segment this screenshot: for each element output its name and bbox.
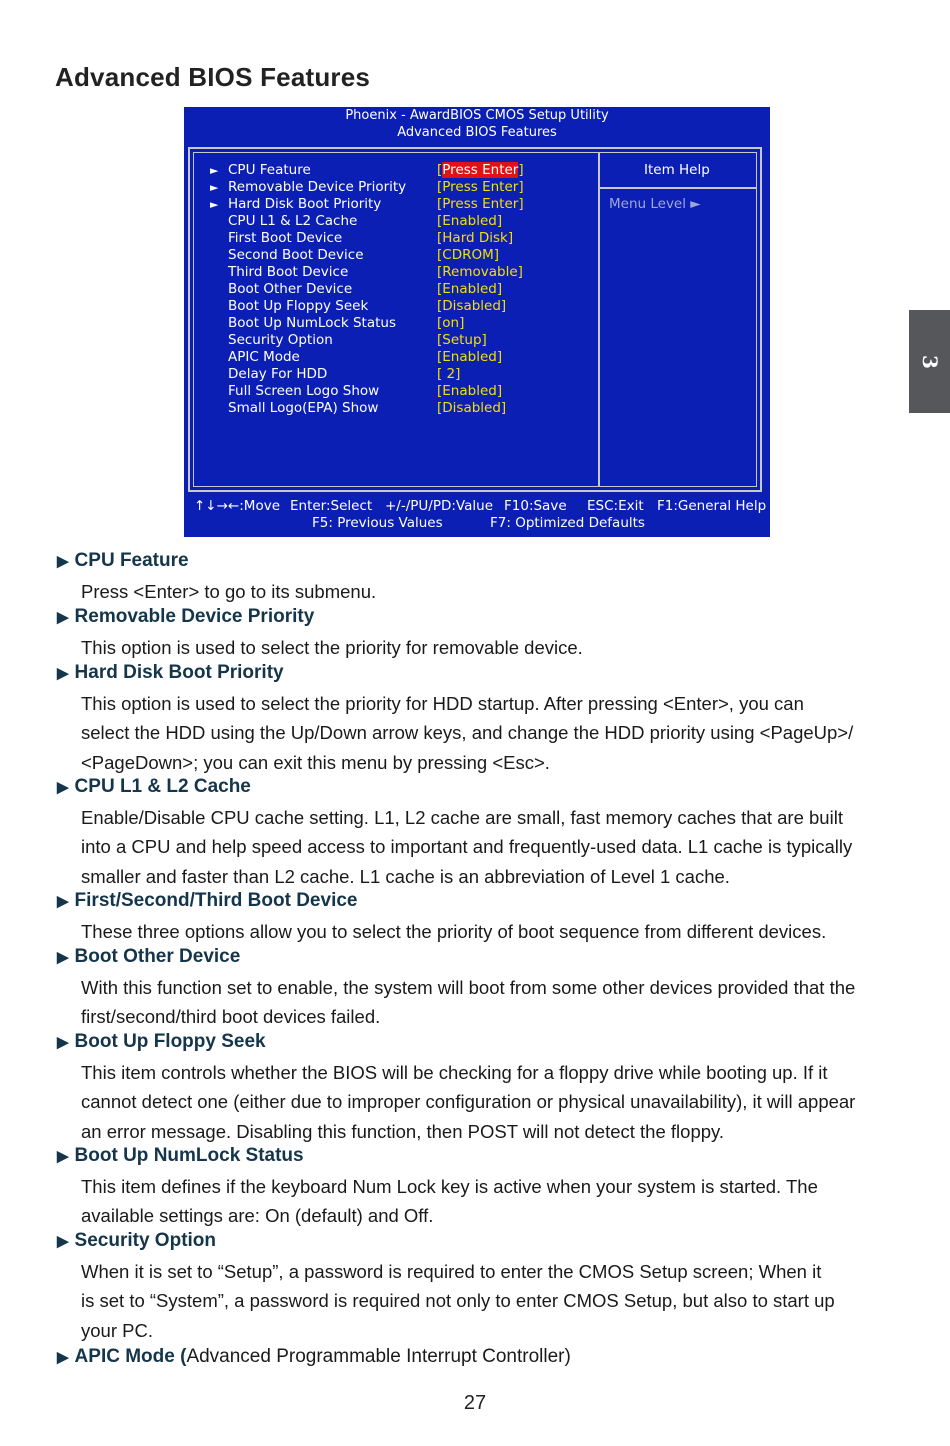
section-title: CPU L1 & L2 Cache [74,776,251,797]
bios-menu-item[interactable] [210,400,378,417]
bios-menu-item[interactable] [210,366,327,383]
section-body-line: This option is used to select the priority for HDD startup. After pressing <Enter>, you can [81,693,804,714]
bios-item-label: Boot Up Floppy Seek [228,298,369,314]
footer-key-hint: ↑↓→←:Move [194,498,280,514]
bios-item-value[interactable]: [Disabled] [437,298,507,314]
bios-item-value[interactable]: [Press Enter] [437,179,524,195]
menu-level-label: Menu Level ► [609,196,701,212]
bios-item-label: Small Logo(EPA) Show [228,400,379,416]
section-title: Boot Up Floppy Seek [74,1031,266,1052]
section-heading [57,662,284,684]
section-heading [57,776,251,798]
section-body-line: is set to “System”, a password is required not only to enter CMOS Setup, but also to start up [81,1290,835,1312]
footer-key-hint: F1:General Help [657,498,767,514]
bullet-triangle-icon: ▶ [57,665,69,682]
submenu-arrow-icon: ► [210,164,219,177]
footer-key-hint: +/-/PU/PD:Value [385,498,494,514]
bios-item-value[interactable]: [Enabled] [437,213,503,229]
section-body [81,577,901,606]
bios-menu-item[interactable] [210,196,381,213]
section-heading [57,1031,266,1053]
section-title: Removable Device Priority [74,606,315,627]
section-body-line: into a CPU and help speed access to important and frequently-used data. L1 cache is typically [81,836,853,858]
submenu-arrow-icon: ► [210,181,219,194]
bios-item-value[interactable]: [Enabled] [437,349,503,365]
bios-menu-item[interactable] [210,247,364,264]
section-body-line: <PageDown>; you can exit this menu by pressing <Esc>. [81,751,550,773]
bios-menu-item[interactable] [210,298,368,315]
section-heading [57,550,189,572]
bios-menu-item[interactable] [210,213,357,230]
section-body [81,917,901,946]
bios-menu-item[interactable] [210,230,342,247]
section-body-line: your PC. [81,1319,153,1341]
bios-item-label: Boot Other Device [228,281,353,297]
section-body [81,973,901,1032]
section-body [81,689,901,777]
bios-item-label: Third Boot Device [228,264,349,280]
item-help-title: Item Help [644,162,710,178]
footer-key-hint: Enter:Select [290,498,373,514]
bios-item-label: Security Option [228,332,333,348]
bullet-triangle-icon: ▶ [57,949,69,966]
section-body-line: This item defines if the keyboard Num Lock key is active when your system is started. The [81,1176,818,1197]
section-body-line: When it is set to “Setup”, a password is required to enter the CMOS Setup screen; When it [81,1261,822,1282]
bios-item-label: CPU L1 & L2 Cache [228,213,358,229]
bullet-triangle-icon: ▶ [57,609,69,626]
bullet-triangle-icon: ▶ [57,779,69,796]
bios-item-value[interactable]: [Press Enter] [437,196,524,212]
bullet-triangle-icon: ▶ [57,1233,69,1250]
section-title: Security Option [74,1230,217,1251]
bios-item-label: Removable Device Priority [228,179,407,195]
section-body-line: Press <Enter> to go to its submenu. [81,581,377,602]
bios-item-label: Boot Up NumLock Status [228,315,397,331]
bios-item-label: Hard Disk Boot Priority [228,196,382,212]
section-body-line: This option is used to select the priority for removable device. [81,637,583,658]
bios-inner-frame [193,152,757,487]
section-body [81,803,901,891]
bios-item-value[interactable]: [Setup] [437,332,487,348]
section-body [81,1172,901,1231]
section-heading [57,1230,216,1252]
page-number: 27 [463,1392,487,1414]
section-body [81,1058,901,1146]
section-body-line: smaller and faster than L2 cache. L1 cache is an abbreviation of Level 1 cache. [81,865,730,887]
bios-footer-row-1 [184,498,770,515]
bios-menu-title: Advanced BIOS Features [397,125,557,140]
chapter-number: 3 [917,354,942,369]
bios-header [184,107,770,141]
section-heading [57,946,240,968]
bios-menu-item[interactable] [210,315,396,332]
bullet-triangle-icon: ▶ [57,1034,69,1051]
bios-frame [188,147,762,492]
section-title: APIC Mode ( [74,1346,187,1367]
bios-item-label: Full Screen Logo Show [228,383,380,399]
section-title: First/Second/Third Boot Device [74,890,358,911]
section-heading [57,1145,304,1167]
section-title: CPU Feature [74,550,189,571]
bullet-triangle-icon: ▶ [57,1148,69,1165]
bios-divider [598,153,600,486]
bios-item-label: APIC Mode [228,349,300,365]
section-title: Boot Other Device [74,946,241,967]
bios-help-divider [600,187,756,189]
footer-key-hint: F10:Save [504,498,567,514]
chapter-tab [909,310,950,413]
section-body-line: first/second/third boot devices failed. [81,1006,381,1028]
page-title: Advanced BIOS Features [55,62,371,92]
bios-menu-item[interactable] [210,281,352,298]
bios-menu-item[interactable] [210,179,406,196]
bios-menu-item[interactable] [210,162,311,179]
section-heading [57,890,357,912]
bullet-triangle-icon: ▶ [57,893,69,910]
bios-menu-item[interactable] [210,383,379,400]
submenu-arrow-icon: ► [210,198,219,211]
section-body-line: cannot detect one (either due to improper configuration or physical unavailability), it will appear [81,1091,856,1113]
bios-item-value[interactable]: [Press Enter] [437,162,524,178]
section-body-line: an error message. Disabling this function, then POST will not detect the floppy. [81,1120,725,1142]
bios-footer-row-2 [184,515,770,532]
section-body-line: Enable/Disable CPU cache setting. L1, L2 cache are small, fast memory caches that are built [81,807,843,828]
bios-utility-title: Phoenix - AwardBIOS CMOS Setup Utility [345,108,609,123]
bios-screenshot [184,107,770,537]
bios-item-value[interactable]: [ 2] [437,366,461,382]
bios-item-label: Delay For HDD [228,366,328,382]
bios-item-value[interactable]: [Hard Disk] [437,230,514,246]
bios-item-value[interactable]: [on] [437,315,465,331]
bios-menu-item[interactable] [210,332,333,349]
bios-menu-item[interactable] [210,349,300,366]
bullet-triangle-icon: ▶ [57,1349,69,1366]
bios-item-value[interactable]: [CDROM] [437,247,500,263]
section-body-line: This item controls whether the BIOS will be checking for a floppy drive while booting up. If it [81,1062,828,1083]
bios-item-value[interactable]: [Enabled] [437,281,503,297]
section-title: Hard Disk Boot Priority [74,662,284,683]
bios-item-value[interactable]: [Enabled] [437,383,503,399]
section-title: Boot Up NumLock Status [74,1145,304,1166]
section-heading [57,1346,571,1368]
section-body-line: available settings are: On (default) and Off. [81,1205,434,1227]
bios-item-value[interactable]: [Disabled] [437,400,507,416]
section-title-expansion: Advanced Programmable Interrupt Controller) [186,1346,571,1367]
bios-item-label: CPU Feature [228,162,311,178]
footer-key-hint: ESC:Exit [587,498,644,514]
section-heading [57,606,314,628]
section-body-line: With this function set to enable, the system will boot from some other devices provided that the [81,977,856,998]
bios-footer [184,498,770,532]
footer-key-hint: F7: Optimized Defaults [490,515,645,531]
bios-item-value[interactable]: [Removable] [437,264,523,280]
footer-key-hint: F5: Previous Values [312,515,443,531]
section-body-line: These three options allow you to select the priority of boot sequence from different devices. [81,921,827,942]
section-body-line: select the HDD using the Up/Down arrow keys, and change the HDD priority using <PageUp>/ [81,722,854,744]
bullet-triangle-icon: ▶ [57,553,69,570]
section-body [81,633,901,662]
bios-menu-item[interactable] [210,264,348,281]
bios-item-label: Second Boot Device [228,247,364,263]
section-body [81,1257,901,1345]
bios-item-label: First Boot Device [228,230,343,246]
